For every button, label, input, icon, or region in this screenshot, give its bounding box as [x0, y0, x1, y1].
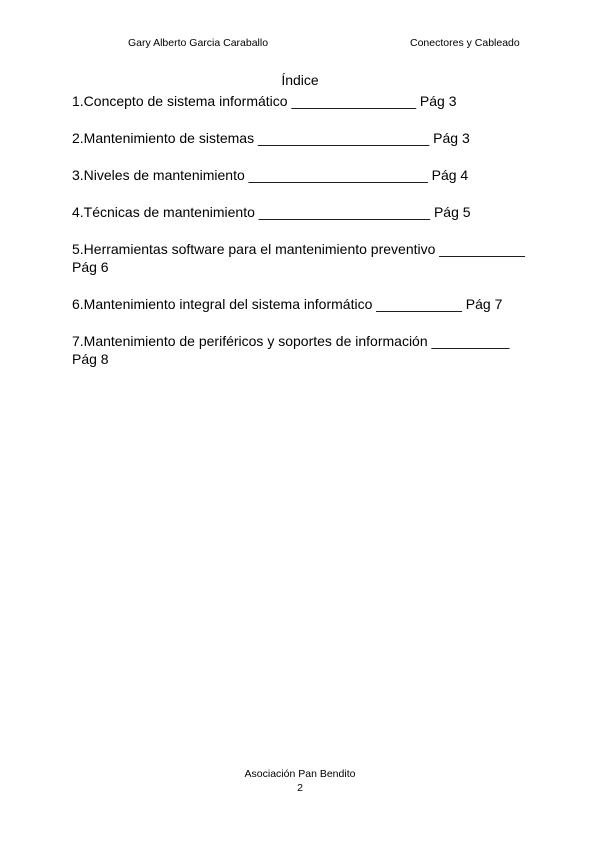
toc-entry-2: 2.Mantenimiento de sistemas ______________________ Pág 3 — [72, 130, 470, 146]
toc-entry-1: 1.Concepto de sistema informático ________________ Pág 3 — [72, 93, 457, 109]
toc-entry-4: 4.Técnicas de mantenimiento ______________________ Pág 5 — [72, 204, 471, 220]
toc-entry-7: 7.Mantenimiento de periféricos y soportes de información __________ Pág 8 — [72, 333, 510, 367]
footer-organization: Asociación Pan Bendito — [244, 768, 356, 780]
page-number: 2 — [297, 782, 303, 794]
toc-entry-6: 6.Mantenimiento integral del sistema informático ___________ Pág 7 — [72, 296, 503, 312]
index-title: Índice — [281, 72, 319, 88]
header-subject: Conectores y Cableado — [410, 37, 520, 49]
toc-entry-5: 5.Herramientas software para el mantenimiento preventivo ___________ Pág 6 — [72, 241, 525, 275]
toc-entry-3: 3.Niveles de mantenimiento _______________________ Pág 4 — [72, 167, 469, 183]
header-author: Gary Alberto Garcia Caraballo — [128, 37, 269, 49]
table-of-contents — [72, 92, 528, 387]
